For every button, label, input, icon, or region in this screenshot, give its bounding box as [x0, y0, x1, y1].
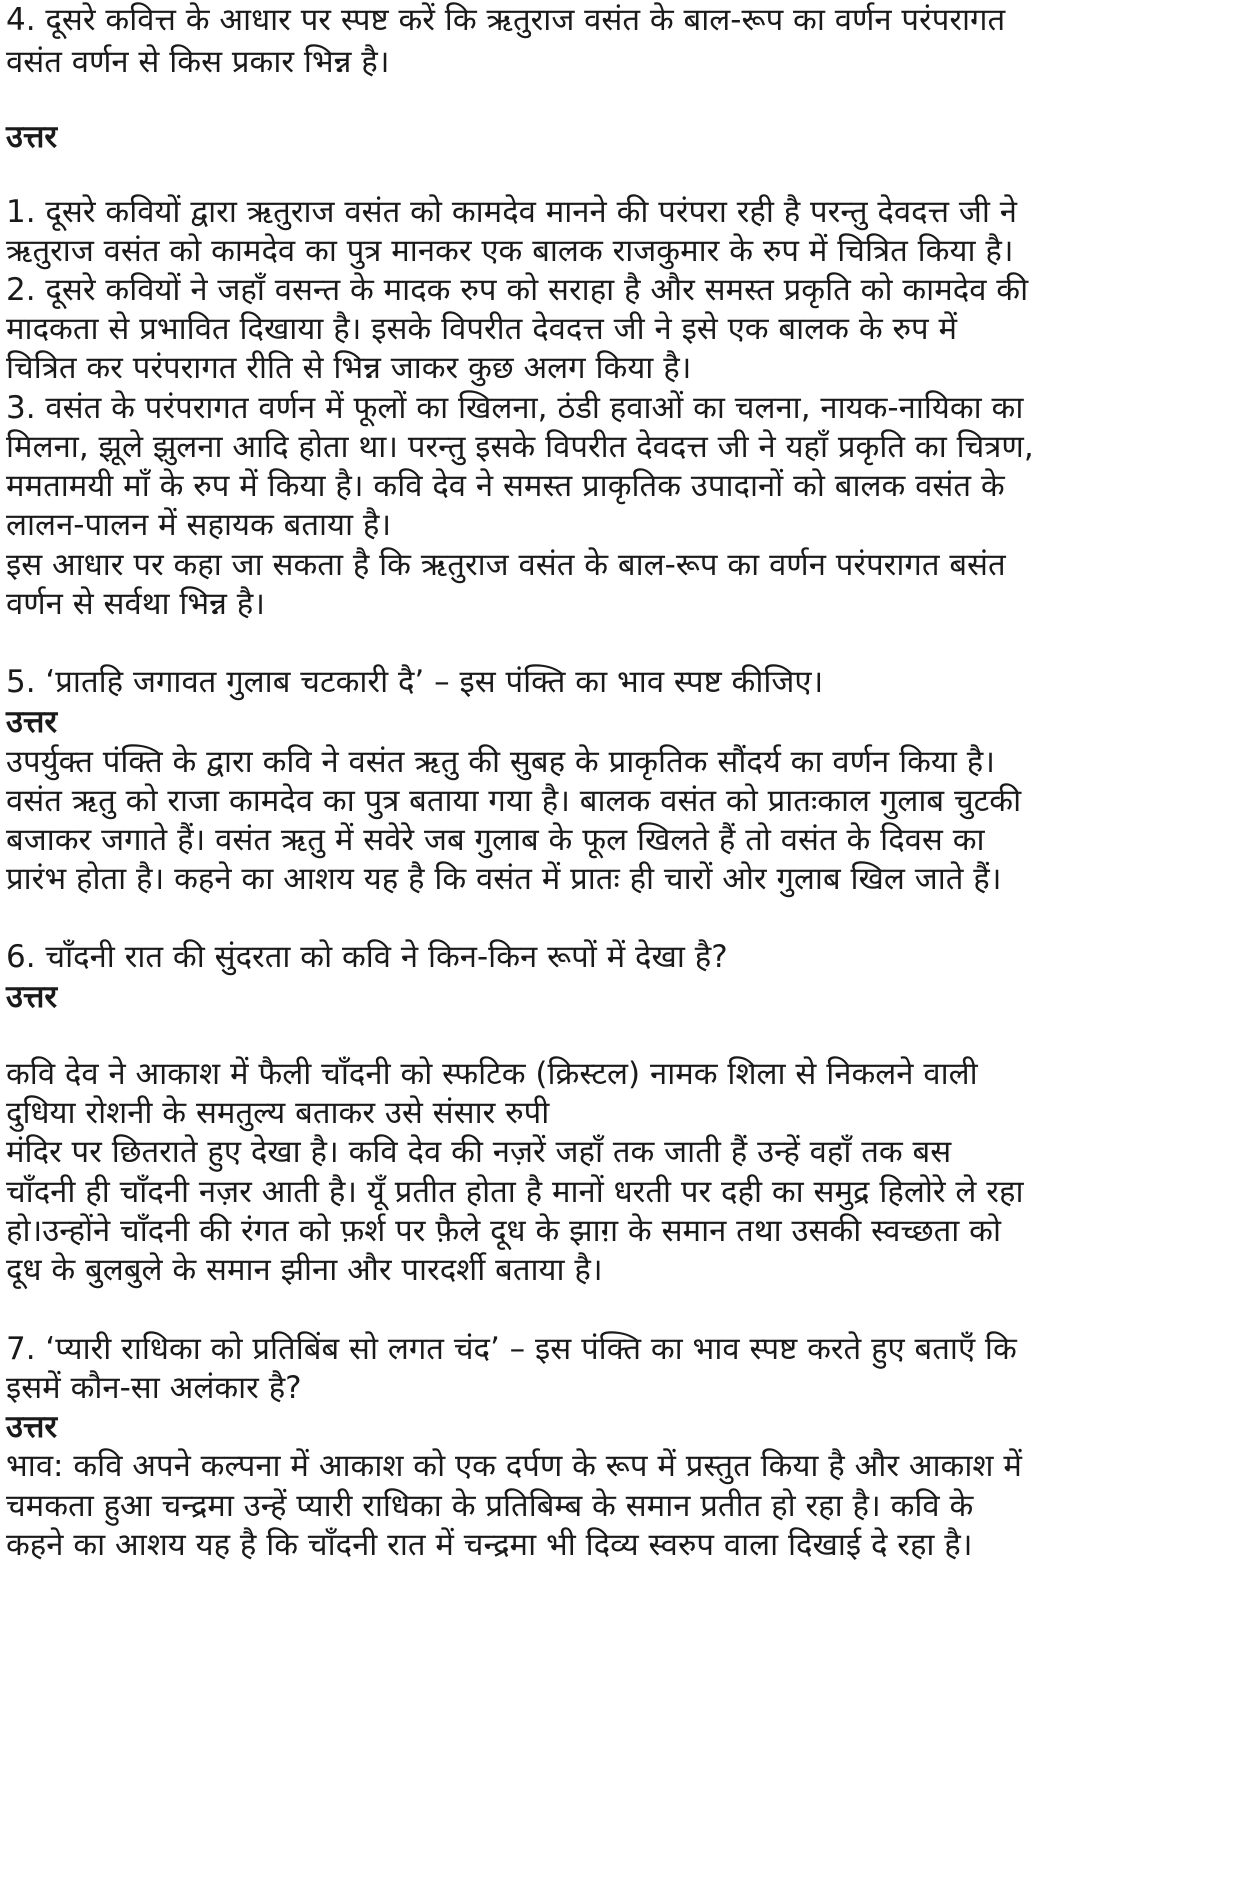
q4-answer-line: ऋतुराज वसंत को कामदेव का पुत्र मानकर एक बालक राजकुमार के रुप में चित्रित किया है। [6, 233, 1014, 269]
q7-answer-line: चमकता हुआ चन्द्रमा उन्हें प्यारी राधिका के प्रतिबिम्ब के समान प्रतीत हो रहा है। कवि के [6, 1488, 974, 1524]
q4-answer-line: लालन-पालन में सहायक बताया है। [6, 507, 392, 543]
q4-answer-line: 3. वसंत के परंपरागत वर्णन में फूलों का खिलना, ठंडी हवाओं का चलना, नायक-नायिका का [6, 390, 1024, 426]
q6-answer-line: हो।उन्होंने चाँदनी की रंगत को फ़र्श पर फ़ैले दूध के झाग़ के समान तथा उसकी स्वच्छता को [6, 1213, 1001, 1249]
q4-answer-line: मिलना, झूले झुलना आदि होता था। परन्तु इसके विपरीत देवदत्त जी ने यहाँ प्रकृति का चित्रण, [6, 429, 1034, 465]
q5-answer-heading: उत्तर [6, 704, 58, 740]
q4-answer-line: ममतामयी माँ के रुप में किया है। कवि देव ने समस्त प्राकृतिक उपादानों को बालक वसंत के [6, 468, 1005, 504]
q7-answer-heading: उत्तर [6, 1409, 58, 1445]
q7-answer-line: कहने का आशय यह है कि चाँदनी रात में चन्द्रमा भी दिव्य स्वरुप वाला दिखाई दे रहा है। [6, 1527, 973, 1563]
q5-answer-line: वसंत ऋतु को राजा कामदेव का पुत्र बताया गया है। बालक वसंत को प्रातःकाल गुलाब चुटकी [6, 783, 1022, 819]
q4-answer-line: 2. दूसरे कवियों ने जहाँ वसन्त के मादक रुप को सराहा है और समस्त प्रकृति को कामदेव की [6, 272, 1029, 308]
q6-answer-line: कवि देव ने आकाश में फैली चाँदनी को स्फटिक (क्रिस्टल) नामक शिला से निकलने वाली [6, 1056, 978, 1092]
q5-question-line-1: 5. ‘प्रातहि जगावत गुलाब चटकारी दै’ – इस पंक्ति का भाव स्पष्ट कीजिए। [6, 664, 824, 700]
q6-answer-heading: उत्तर [6, 979, 58, 1015]
q4-answer-heading: उत्तर [6, 119, 58, 155]
q4-question-line-2: वसंत वर्णन से किस प्रकार भिन्न है। [6, 44, 390, 80]
q5-answer-line: उपर्युक्त पंक्ति के द्वारा कवि ने वसंत ऋतु की सुबह के प्राकृतिक सौंदर्य का वर्णन किया है। [6, 744, 995, 780]
q4-answer-line: इस आधार पर कहा जा सकता है कि ऋतुराज वसंत के बाल-रूप का वर्णन परंपरागत बसंत [6, 547, 1006, 583]
q6-question-line-1: 6. चाँदनी रात की सुंदरता को कवि ने किन-किन रूपों में देखा है? [6, 939, 728, 975]
q4-answer-line: वर्णन से सर्वथा भिन्न है। [6, 586, 265, 622]
q7-question-line-1: 7. ‘प्यारी राधिका को प्रतिबिंब सो लगत चंद’ – इस पंक्ति का भाव स्पष्ट करते हुए बताएँ कि [6, 1331, 1017, 1367]
q5-answer-line: प्रारंभ होता है। कहने का आशय यह है कि वसंत में प्रातः ही चारों ओर गुलाब खिल जाते हैं। [6, 861, 1002, 897]
q6-answer-line: दुधिया रोशनी के समतुल्य बताकर उसे संसार रुपी [6, 1095, 550, 1131]
q6-answer-line: चाँदनी ही चाँदनी नज़र आती है। यूँ प्रतीत होता है मानों धरती पर दही का समुद्र हिलोरे ले रहा [6, 1174, 1024, 1210]
q4-answer-line: मादकता से प्रभावित दिखाया है। इसके विपरीत देवदत्त जी ने इसे एक बालक के रुप में [6, 311, 958, 347]
q7-question-line-2: इसमें कौन-सा अलंकार है? [6, 1370, 302, 1406]
q5-answer-line: बजाकर जगाते हैं। वसंत ऋतु में सवेरे जब गुलाब के फूल खिलते हैं तो वसंत के दिवस का [6, 822, 985, 858]
q4-answer-line: 1. दूसरे कवियों द्वारा ऋतुराज वसंत को कामदेव मानने की परंपरा रही है परन्तु देवदत्त जी ने [6, 194, 1017, 230]
q7-answer-line: भाव: कवि अपने कल्पना में आकाश को एक दर्पण के रूप में प्रस्तुत किया है और आकाश में [6, 1448, 1022, 1484]
q6-answer-line: दूध के बुलबुले के समान झीना और पारदर्शी बताया है। [6, 1252, 603, 1288]
q4-answer-line: चित्रित कर परंपरागत रीति से भिन्न जाकर कुछ अलग किया है। [6, 350, 692, 386]
q4-question-line-1: 4. दूसरे कवित्त के आधार पर स्पष्ट करें कि ऋतुराज वसंत के बाल-रूप का वर्णन परंपरागत [6, 2, 1006, 38]
q6-answer-line: मंदिर पर छितराते हुए देखा है। कवि देव की नज़रें जहाँ तक जाती हैं उन्हें वहाँ तक बस [6, 1134, 952, 1170]
